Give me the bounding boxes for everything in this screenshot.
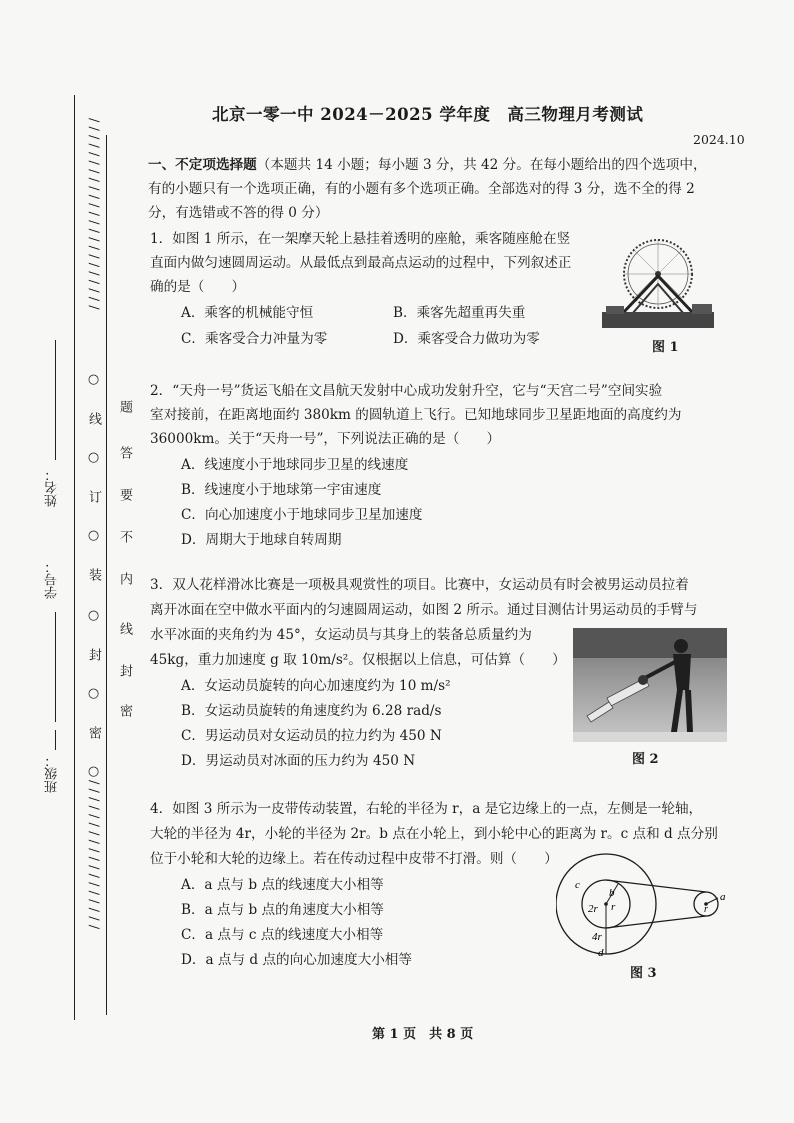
q3-stem-3: 水平冰面的夹角约为 45°，女运动员与其身上的装备总质量约为	[150, 627, 532, 643]
section-intro-line-1	[148, 156, 707, 174]
name-label: 姓名：	[45, 468, 60, 507]
figure-skating-photo	[573, 628, 727, 742]
section-heading: 一、不定项选择题	[148, 157, 257, 173]
margin-token: 订	[86, 490, 101, 503]
q2-option-a[interactable]: A．线速度小于地球同步卫星的线速度	[181, 457, 409, 473]
q3-option-d[interactable]: D．男运动员对冰面的压力约为 450 N	[181, 753, 416, 769]
belt-drive-figure	[556, 848, 736, 960]
margin-token: 密	[86, 726, 101, 739]
fig3-label-4r: 4r	[592, 931, 602, 943]
margin-token: 装	[86, 568, 101, 581]
fig3-label-c: c	[575, 879, 580, 891]
q4-option-b[interactable]: B．a 点与 b 点的角速度大小相等	[181, 902, 384, 918]
ferris-wheel-figure	[602, 236, 714, 328]
q2-option-b[interactable]: B．线速度小于地球第一宇宙速度	[181, 482, 382, 498]
figure-1-caption: 图 1	[652, 340, 679, 355]
figure-3-caption: 图 3	[630, 966, 657, 981]
q3-stem-2: 离开冰面在空中做水平面内的匀速圆周运动，如图 2 所示。通过目测估计男运动员的手臂与	[150, 602, 698, 618]
q2-stem-3: 36000km。关于“天舟一号”，下列说法正确的是（ ）	[150, 431, 501, 447]
q2-stem-1: 2．“天舟一号”货运飞船在文昌航天发射中心成功发射升空，它与“天宫二号”空间实验	[150, 383, 663, 399]
id-underline	[55, 612, 56, 722]
student-id-field[interactable]	[46, 560, 66, 750]
section-intro-line-2: 有的小题只有一个选项正确，有的小题有多个选项正确。全部选对的得 3 分，选不全的得 2	[148, 181, 695, 197]
name-field[interactable]	[46, 340, 66, 530]
q3-stem-4: 45kg，重力加速度 g 取 10m/s²。仅根据以上信息，可估算（ ）	[150, 652, 566, 668]
q3-option-b[interactable]: B．女运动员旋转的角速度约为 6.28 rad/s	[181, 703, 442, 719]
margin-token: ○	[86, 450, 101, 465]
class-field[interactable]	[46, 730, 66, 800]
class-underline	[55, 730, 56, 750]
margin-token: ○	[86, 686, 101, 701]
margin-dashes-top: / / / / / / / / / / / / / / / / / / / / / / /	[86, 118, 101, 310]
fig3-label-d: d	[598, 947, 604, 959]
q4-stem-3: 位于小轮和大轮的边缘上。若在传动过程中皮带不打滑。则（ ）	[150, 851, 558, 867]
exam-date: 2024.10	[693, 132, 745, 147]
margin-token: ○	[86, 608, 101, 623]
margin-inner-token: 封	[117, 664, 132, 677]
q3-option-c[interactable]: C．男运动员对女运动员的拉力约为 450 N	[181, 728, 442, 744]
margin-inner-token: 要	[117, 488, 132, 501]
margin-token: ○	[86, 764, 101, 779]
margin-inner-token: 线	[117, 622, 132, 635]
margin-rule-outer	[74, 95, 75, 1020]
q3-stem-1: 3．双人花样滑冰比赛是一项极具观赏性的项目。比赛中，女运动员有时会被男运动员拉着	[150, 577, 689, 593]
class-label: 班级：	[45, 754, 60, 793]
margin-token: 线	[86, 412, 101, 425]
fig3-label-r-right: r	[704, 904, 708, 915]
margin-dashes-bottom: / / / / / / / / / / / / / / / / / /	[86, 780, 101, 930]
figure-2-caption: 图 2	[632, 752, 659, 767]
name-underline	[55, 340, 56, 460]
q1-option-a[interactable]: A．乘客的机械能守恒	[181, 305, 314, 321]
fig3-label-b: b	[609, 887, 615, 899]
q2-option-c[interactable]: C．向心加速度小于地球同步卫星加速度	[181, 507, 423, 523]
q1-option-c[interactable]: C．乘客受合力冲量为零	[181, 331, 328, 347]
page-title: 北京一零一中 2024－2025 学年度 高三物理月考测试	[212, 105, 644, 124]
page-footer: 第 1 页 共 8 页	[372, 1027, 474, 1042]
margin-token: ○	[86, 372, 101, 387]
section-intro-text: （本题共 14 小题；每小题 3 分，共 42 分。在每小题给出的四个选项中，	[256, 157, 707, 173]
margin-inner-token: 密	[117, 704, 132, 717]
fig3-label-r: r	[611, 901, 616, 913]
q1-option-b[interactable]: B．乘客先超重再失重	[393, 305, 526, 321]
q2-option-d[interactable]: D．周期大于地球自转周期	[181, 532, 342, 548]
fig3-label-2r: 2r	[588, 903, 598, 915]
margin-rule-inner	[106, 135, 107, 1015]
q4-option-c[interactable]: C．a 点与 c 点的线速度大小相等	[181, 927, 384, 943]
fig3-label-a: a	[720, 891, 726, 903]
q1-stem-2: 直面内做匀速圆周运动。从最低点到最高点运动的过程中，下列叙述正	[150, 255, 572, 271]
q4-stem-1: 4．如图 3 所示为一皮带传动装置，右轮的半径为 r，a 是它边缘上的一点，左侧是一轮轴，	[150, 801, 703, 817]
q3-option-a[interactable]: A．女运动员旋转的向心加速度约为 10 m/s²	[181, 678, 451, 694]
q1-option-d[interactable]: D．乘客受合力做功为零	[393, 331, 540, 347]
id-label: 学号：	[45, 560, 60, 599]
margin-inner-token: 不	[117, 530, 132, 543]
margin-inner-token: 答	[117, 446, 132, 459]
margin-inner-token: 题	[117, 400, 132, 413]
q4-option-d[interactable]: D．a 点与 d 点的向心加速度大小相等	[181, 952, 412, 968]
margin-token: ○	[86, 528, 101, 543]
q4-stem-2: 大轮的半径为 4r，小轮的半径为 2r。b 点在小轮上，到小轮中心的距离为 r。c 点和 d 点分别	[150, 826, 718, 842]
q1-stem-1: 1．如图 1 所示，在一架摩天轮上悬挂着透明的座舱，乘客随座舱在竖	[150, 231, 571, 247]
margin-token: 封	[86, 648, 101, 661]
q2-stem-2: 室对接前，在距离地面约 380km 的圆轨道上飞行。已知地球同步卫星距地面的高度约为	[150, 407, 682, 423]
q4-option-a[interactable]: A．a 点与 b 点的线速度大小相等	[181, 877, 384, 893]
section-intro-line-3: 分，有选错或不答的得 0 分）	[148, 205, 329, 221]
margin-inner-token: 内	[117, 572, 132, 585]
q1-stem-3: 确的是（ ）	[150, 279, 246, 295]
